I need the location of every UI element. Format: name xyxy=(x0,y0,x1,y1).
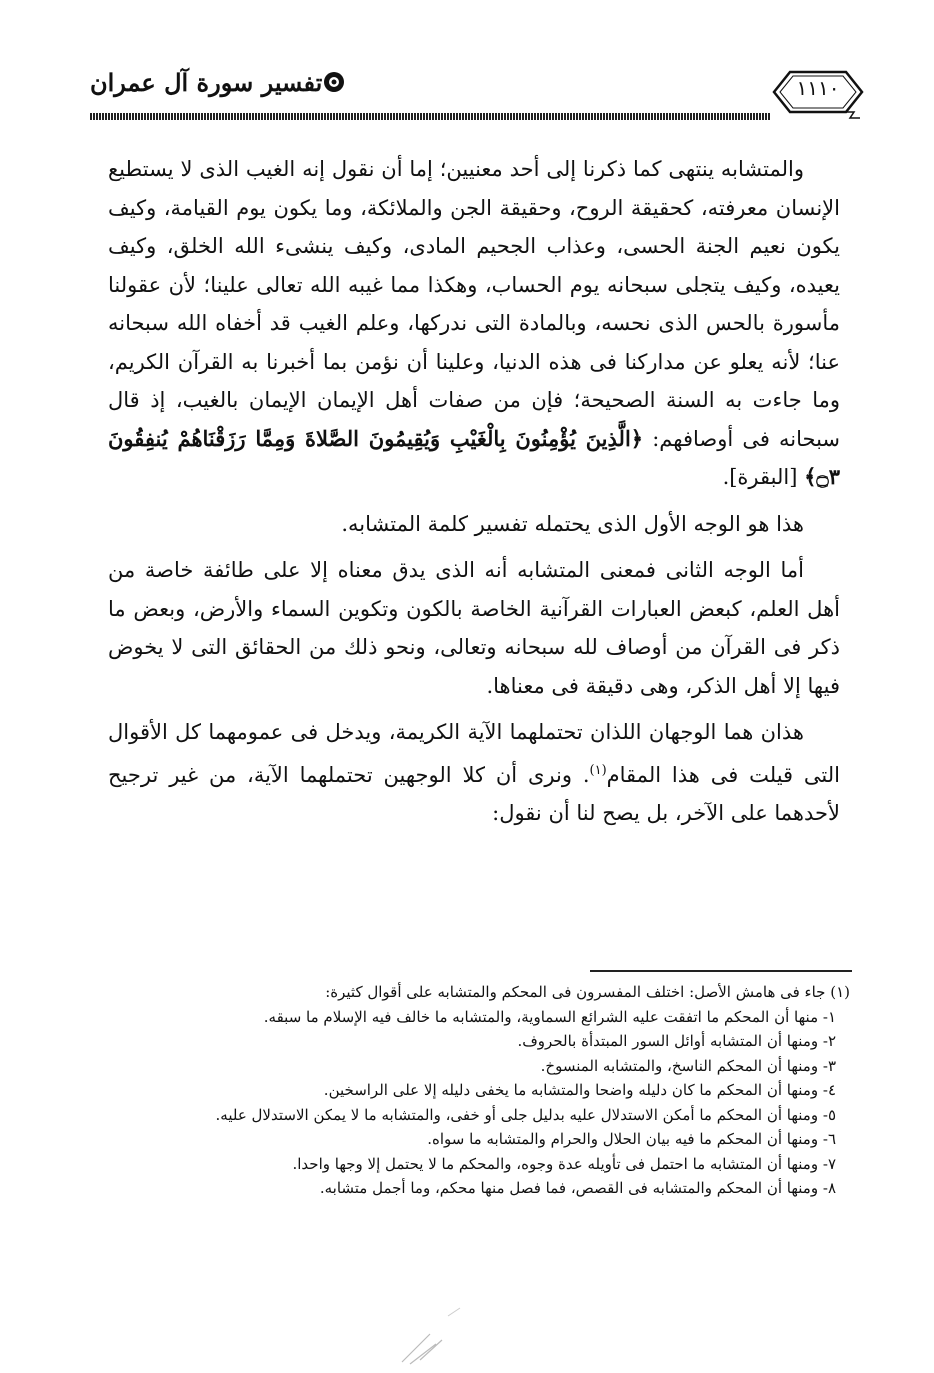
page-number-badge xyxy=(768,64,868,120)
running-title: تفسير سورة آل عمران xyxy=(90,68,323,97)
footnote-item-7: ٧- ومنها أن المتشابه ما احتمل فى تأويله عدة وجوه، والمحكم ما لا يحتمل إلا وجها واحدا. xyxy=(292,1154,836,1173)
paragraph-4-end: ترجيح لأحدهما على الآخر، بل يصح لنا أن نقول: xyxy=(108,762,840,825)
footnote-intro: (١) جاء فى هامش الأصل: اختلف المفسرون فى المحكم والمتشابه على أقوال كثيرة: xyxy=(325,983,850,1001)
paragraph-4-text: هذان هما الوجهان اللذان تحتملهما الآية الكريمة، ويدخل فى عمومهما كل الأقوال التى قيلت فى هذا المقام xyxy=(108,720,840,787)
quran-verse: ﴿الَّذِينَ يُؤْمِنُونَ بِالْغَيْبِ وَيُقِيمُونَ الصَّلاةَ وَمِمَّا رَزَقْنَاهُمْ يُنفِقُونَ ۝٣﴾ xyxy=(108,425,840,489)
footnote-reference: (١) xyxy=(589,762,607,778)
footnote-item-4: ٤- ومنها أن المحكم ما كان دليله واضحا والمتشابه ما يخفى دليله إلا على الراسخين. xyxy=(323,1081,836,1099)
footnotes xyxy=(138,980,850,1201)
paragraph-4 xyxy=(108,713,840,833)
footnote-item-5: ٥- ومنها أن المحكم ما أمكن الاستدلال عليه بدليل جلى أو خفى، والمتشابه ما لا يمكن الاستدلال عليه. xyxy=(215,1105,836,1124)
pencil-marks xyxy=(390,1300,470,1370)
ornament-icon xyxy=(322,70,346,94)
footnote-item-1: ١- منها أن المحكم ما اتفقت عليه الشرائع السماوية، والمتشابه ما خالف فيه الإسلام ما سبقه. xyxy=(263,1007,836,1026)
footnote-item-2: ٢- ومنها أن المتشابه أوائل السور المبتدأة بالحروف. xyxy=(517,1032,836,1050)
footnote-separator xyxy=(590,970,852,972)
paragraph-1-text: والمتشابه ينتهى كما ذكرنا إلى أحد معنيين؛ إما أن نقول إنه الغيب الذى لا يستطيع الإنسان معرفته، كحقيقة الروح، وحقيقة الجن والملائكة، وما يكون يوم القيامة، وكيف يكون نعيم الجنة الحسى، وعذاب الجحيم المادى، وكيف ينشىء الله الخلق، وكيف يعيده، وكيف يتجلى سبحانه يوم الحساب، وهكذا مما غيبه الله تعالى علينا؛ لأن عقولنا مأسورة بالحس الذى نحسه، وبالمادة التى ندركها، وعلم الغيب قد أخفاه الله سبحانه عنا؛ لأنه يعلو عن مداركنا فى هذه الدنيا، وعلينا أن نؤمن بما أخبرنا به القرآن الكريم، وما جاءت به السنة الصحيحة؛ فإن من صفات أهل الإيمان الإيمان بالغيب، إذ قال سبحانه فى أوصافهم: xyxy=(108,157,840,451)
page-header xyxy=(0,0,934,130)
quran-reference: [البقرة]. xyxy=(722,465,798,489)
footnote-item-8: ٨- ومنها أن المحكم والمتشابه فى القصص، فما فصل منها محكم، وما أجمل متشابه. xyxy=(319,1179,836,1197)
page-number: ١١١٠ xyxy=(796,76,840,100)
paragraph-1 xyxy=(108,150,840,497)
main-text xyxy=(108,150,840,833)
paragraph-4-tail: . ونرى أن كلا الوجهين تحتملهما الآية، من غير xyxy=(169,762,590,787)
paragraph-2: هذا هو الوجه الأول الذى يحتمله تفسير كلمة المتشابه. xyxy=(341,511,804,536)
footnote-item-3: ٣- ومنها أن المحكم الناسخ، والمتشابه المنسوخ. xyxy=(540,1056,836,1075)
header-rule xyxy=(90,113,770,120)
paragraph-3: أما الوجه الثانى فمعنى المتشابه أنه الذى يدق معناه إلا على طائفة خاصة من أهل العلم، كبعض العبارات القرآنية الخاصة بالكون وتكوين السماء والأرض، وبعض ما ذكر فى القرآن من أوصاف لله سبحانه وتعالى، ونحو ذلك من الحقائق التى لا يخوض فيها إلا أهل الذكر، وهى دقيقة فى معناها. xyxy=(108,558,840,698)
footnote-item-6: ٦- ومنها أن المحكم ما فيه بيان الحلال والحرام والمتشابه ما سواه. xyxy=(427,1130,836,1148)
